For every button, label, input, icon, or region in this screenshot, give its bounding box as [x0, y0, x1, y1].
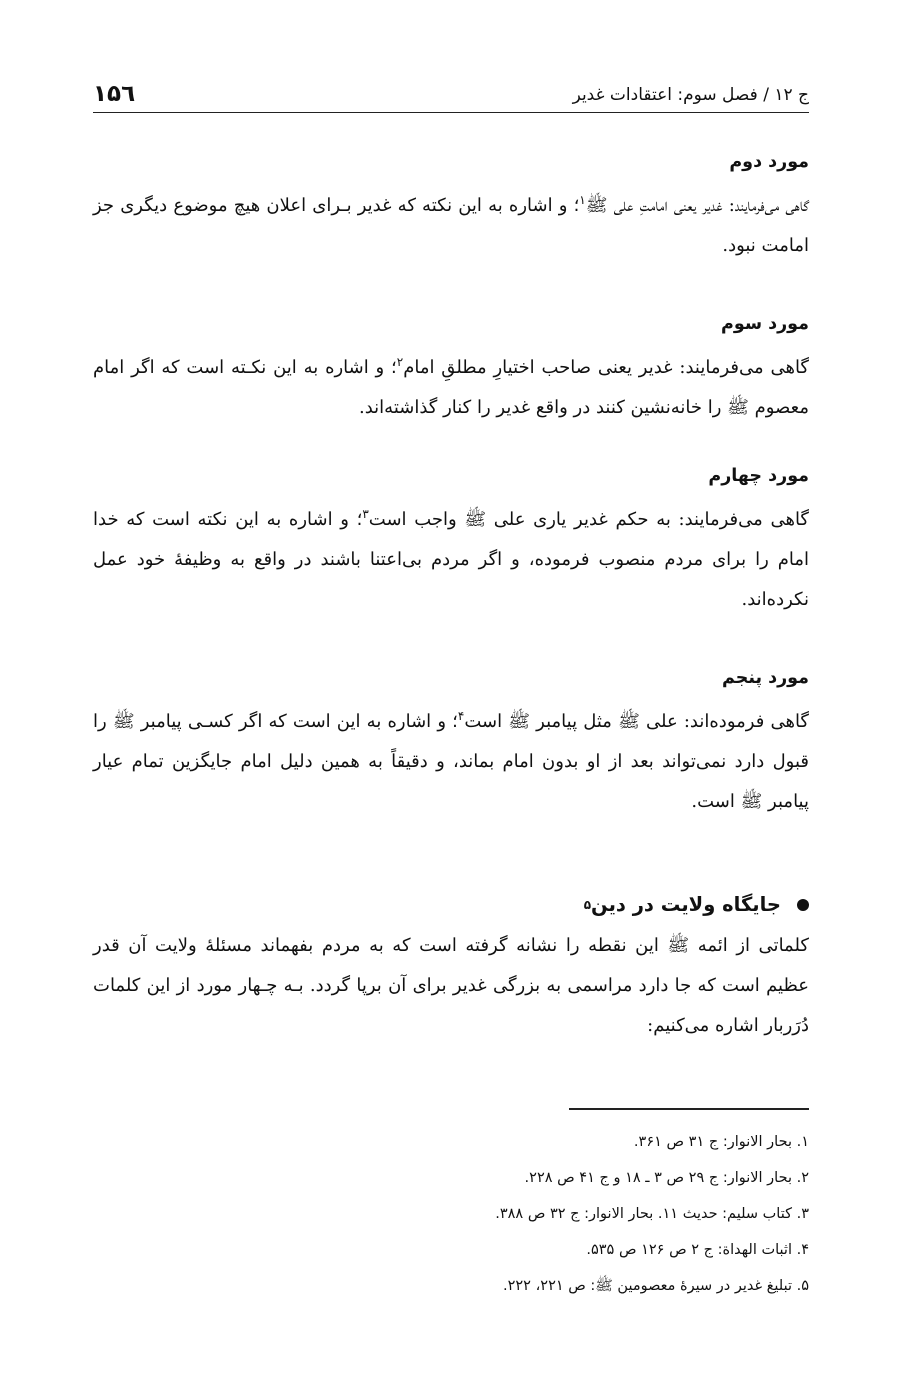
bullet-icon: [797, 899, 809, 911]
section-heading: مورد سوم: [721, 314, 809, 334]
footnote-ref[interactable]: ۲: [396, 355, 404, 369]
section-fifth-case: [93, 664, 809, 822]
page-number: ۱۵٦: [93, 81, 136, 107]
footnote-item: ۲. بحار الانوار: ج ۲۹ ص ۳ ـ ۱۸ و ج ۴۱ ص ۲۲۸.: [524, 1170, 809, 1186]
footnote-item: ۳. کتاب سلیم: حدیث ۱۱. بحار الانوار: ج ۳۲ ص ۳۸۸.: [495, 1206, 809, 1222]
footnote-ref[interactable]: ۳: [362, 507, 369, 521]
section-third-case: [93, 310, 809, 428]
section-second-case: [93, 148, 809, 266]
section-wilayah-in-religion: [93, 890, 809, 1046]
footnote-item: ۵. تبلیغ غدیر در سیرهٔ معصومین ﷺ: ص ۲۲۱، ۲۲۲.: [503, 1278, 809, 1294]
footnote-item: ۱. بحار الانوار: ج ۳۱ ص ۳۶۱.: [633, 1134, 809, 1150]
section-heading: مورد دوم: [729, 152, 809, 172]
footnote-divider: [569, 1108, 809, 1110]
section-paragraph: گاهی می‌فرمایند: به حکم غدیر یاری علی ﷺ واجب است$^۳$؛ و اشاره به این نکته است که خدا امام را برای مردم منصوب فرموده، و اگر مردم بی‌اعتنا باشند در واقع به وظیفهٔ خود عمل نکرده‌اند.: [93, 507, 809, 610]
section-paragraph: گاهی می‌فرمایند: غدیر یعنی صاحب اختیارِ مطلقِ امام$^۲$؛ و اشاره به این نکـته است که اگر امام معصوم ﷺ را خانه‌نشین کنند در واقع غدیر را کنار گذاشته‌اند.: [93, 355, 809, 418]
footnote-ref[interactable]: ۱: [579, 193, 586, 207]
running-title: ج ۱۲ / فصل سوم: اعتقادات غدیر: [572, 85, 809, 105]
footnote-item: ۴. اثبات الهداة: ج ۲ ص ۱۲۶ ص ۵۳۵.: [586, 1242, 809, 1258]
book-page: [93, 0, 809, 1390]
major-heading: جایگاه ولایت در دین ۵: [93, 890, 809, 920]
section-fourth-case: [93, 462, 809, 620]
footnotes-list: [93, 1124, 809, 1304]
section-paragraph: گاهی فرموده‌اند: علی ﷺ مثل پیامبر ﷺ است$^۴$؛ و اشاره به این است که اگر کسـی پیامبر ﷺ را قبول دارد نمی‌تواند بعد از او بدون امام بماند، و دقیقاً به همین دلیل امام جایگزین تمام عیار پیامبر ﷺ است.: [93, 709, 809, 812]
running-header: [93, 72, 809, 113]
section-heading: مورد چهارم: [708, 466, 809, 486]
footnote-ref[interactable]: ۴: [457, 709, 465, 723]
section-paragraph: کلماتی از ائمه ﷺ این نقطه را نشانه گرفته است که به مردم بفهماند مسئلهٔ ولایت آن قدر عظیم است که جا دارد مراسمی به بزرگی غدیر برای آن برپا گردد. بـه چـهار مورد از این کلمات دُرَربار اشاره می‌کنیم:: [93, 935, 809, 1036]
section-heading: مورد پنجم: [721, 668, 809, 688]
section-paragraph: گاهی می‌فرمایند: غدیر یعنی امامتِ علی ﷺ$^۱$؛ و اشاره به این نکته که غدیر بـرای اعلان هیچ موضوع دیگری جز امامت نبود.: [93, 193, 809, 256]
